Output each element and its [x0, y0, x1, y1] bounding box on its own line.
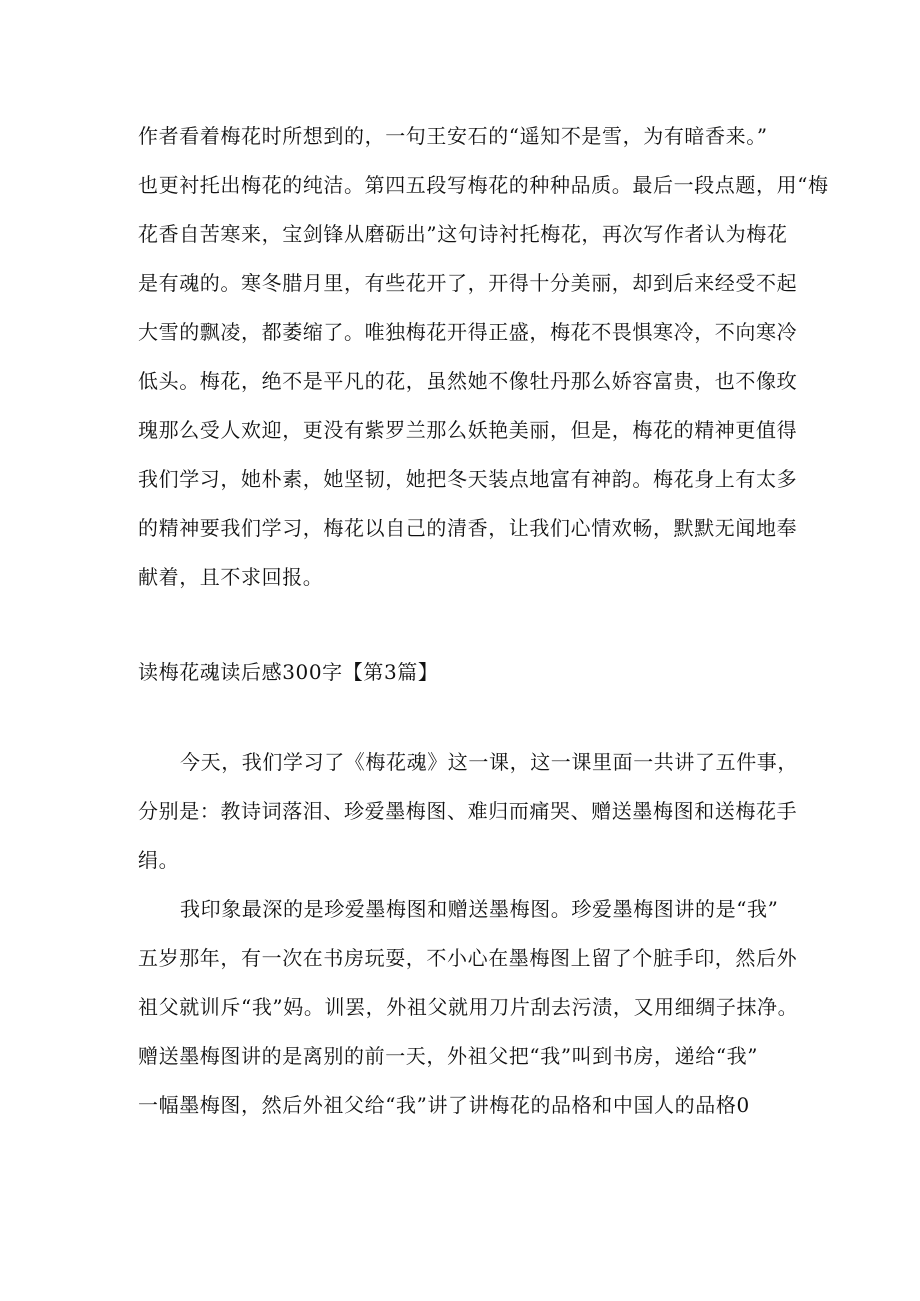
text-line: 的精神要我们学习，梅花以自己的清香，让我们心情欢畅，默默无闻地奉: [138, 516, 798, 540]
text-line: 我们学习，她朴素，她坚韧，她把冬天装点地富有神韵。梅花身上有太多: [138, 467, 798, 491]
text-line: 一幅墨梅图，然后外祖父给“我”讲了讲梅花的品格和中国人的品格0: [138, 1093, 750, 1117]
text-line: 分别是：教诗词落泪、珍爱墨梅图、难归而痛哭、赠送墨梅图和送梅花手: [138, 799, 798, 823]
text-line: 大雪的飘凌，都萎缩了。唯独梅花开得正盛，梅花不畏惧寒冷，不向寒冷: [138, 320, 798, 344]
text-line: 是有魂的。寒冬腊月里，有些花开了，开得十分美丽，却到后来经受不起: [138, 271, 798, 295]
text-line: 绢。: [138, 848, 180, 872]
text-line: 今天，我们学习了《梅花魂》这一课，这一课里面一共讲了五件事，: [180, 750, 798, 774]
text-line: 祖父就训斥“我”妈。训罢，外祖父就用刀片刮去污渍，又用细绸子抹净。: [138, 995, 799, 1019]
text-line: 低头。梅花，绝不是平凡的花，虽然她不像牡丹那么娇容富贵，也不像玫: [138, 369, 798, 393]
text-line: 作者看着梅花时所想到的，一句王安石的“遥知不是雪，为有暗香来。”: [138, 124, 768, 148]
section-heading: 读梅花魂读后感300字【第3篇】: [138, 660, 439, 684]
text-line: 我印象最深的是珍爱墨梅图和赠送墨梅图。珍爱墨梅图讲的是“我”: [180, 897, 779, 921]
text-line: 瑰那么受人欢迎，更没有紫罗兰那么妖艳美丽，但是，梅花的精神更值得: [138, 418, 798, 442]
text-line: 也更衬托出梅花的纯洁。第四五段写梅花的种种品质。最后一段点题，用“梅: [138, 173, 829, 197]
text-line: 赠送墨梅图讲的是离别的前一天，外祖父把“我”叫到书房，递给“我”: [138, 1044, 759, 1068]
text-line: 五岁那年，有一次在书房玩耍，不小心在墨梅图上留了个脏手印，然后外: [138, 946, 798, 970]
text-line: 献着，且不求回报。: [138, 565, 324, 589]
text-line: 花香自苦寒来，宝剑锋从磨砺出”这句诗衬托梅花，再次写作者认为梅花: [138, 222, 788, 246]
